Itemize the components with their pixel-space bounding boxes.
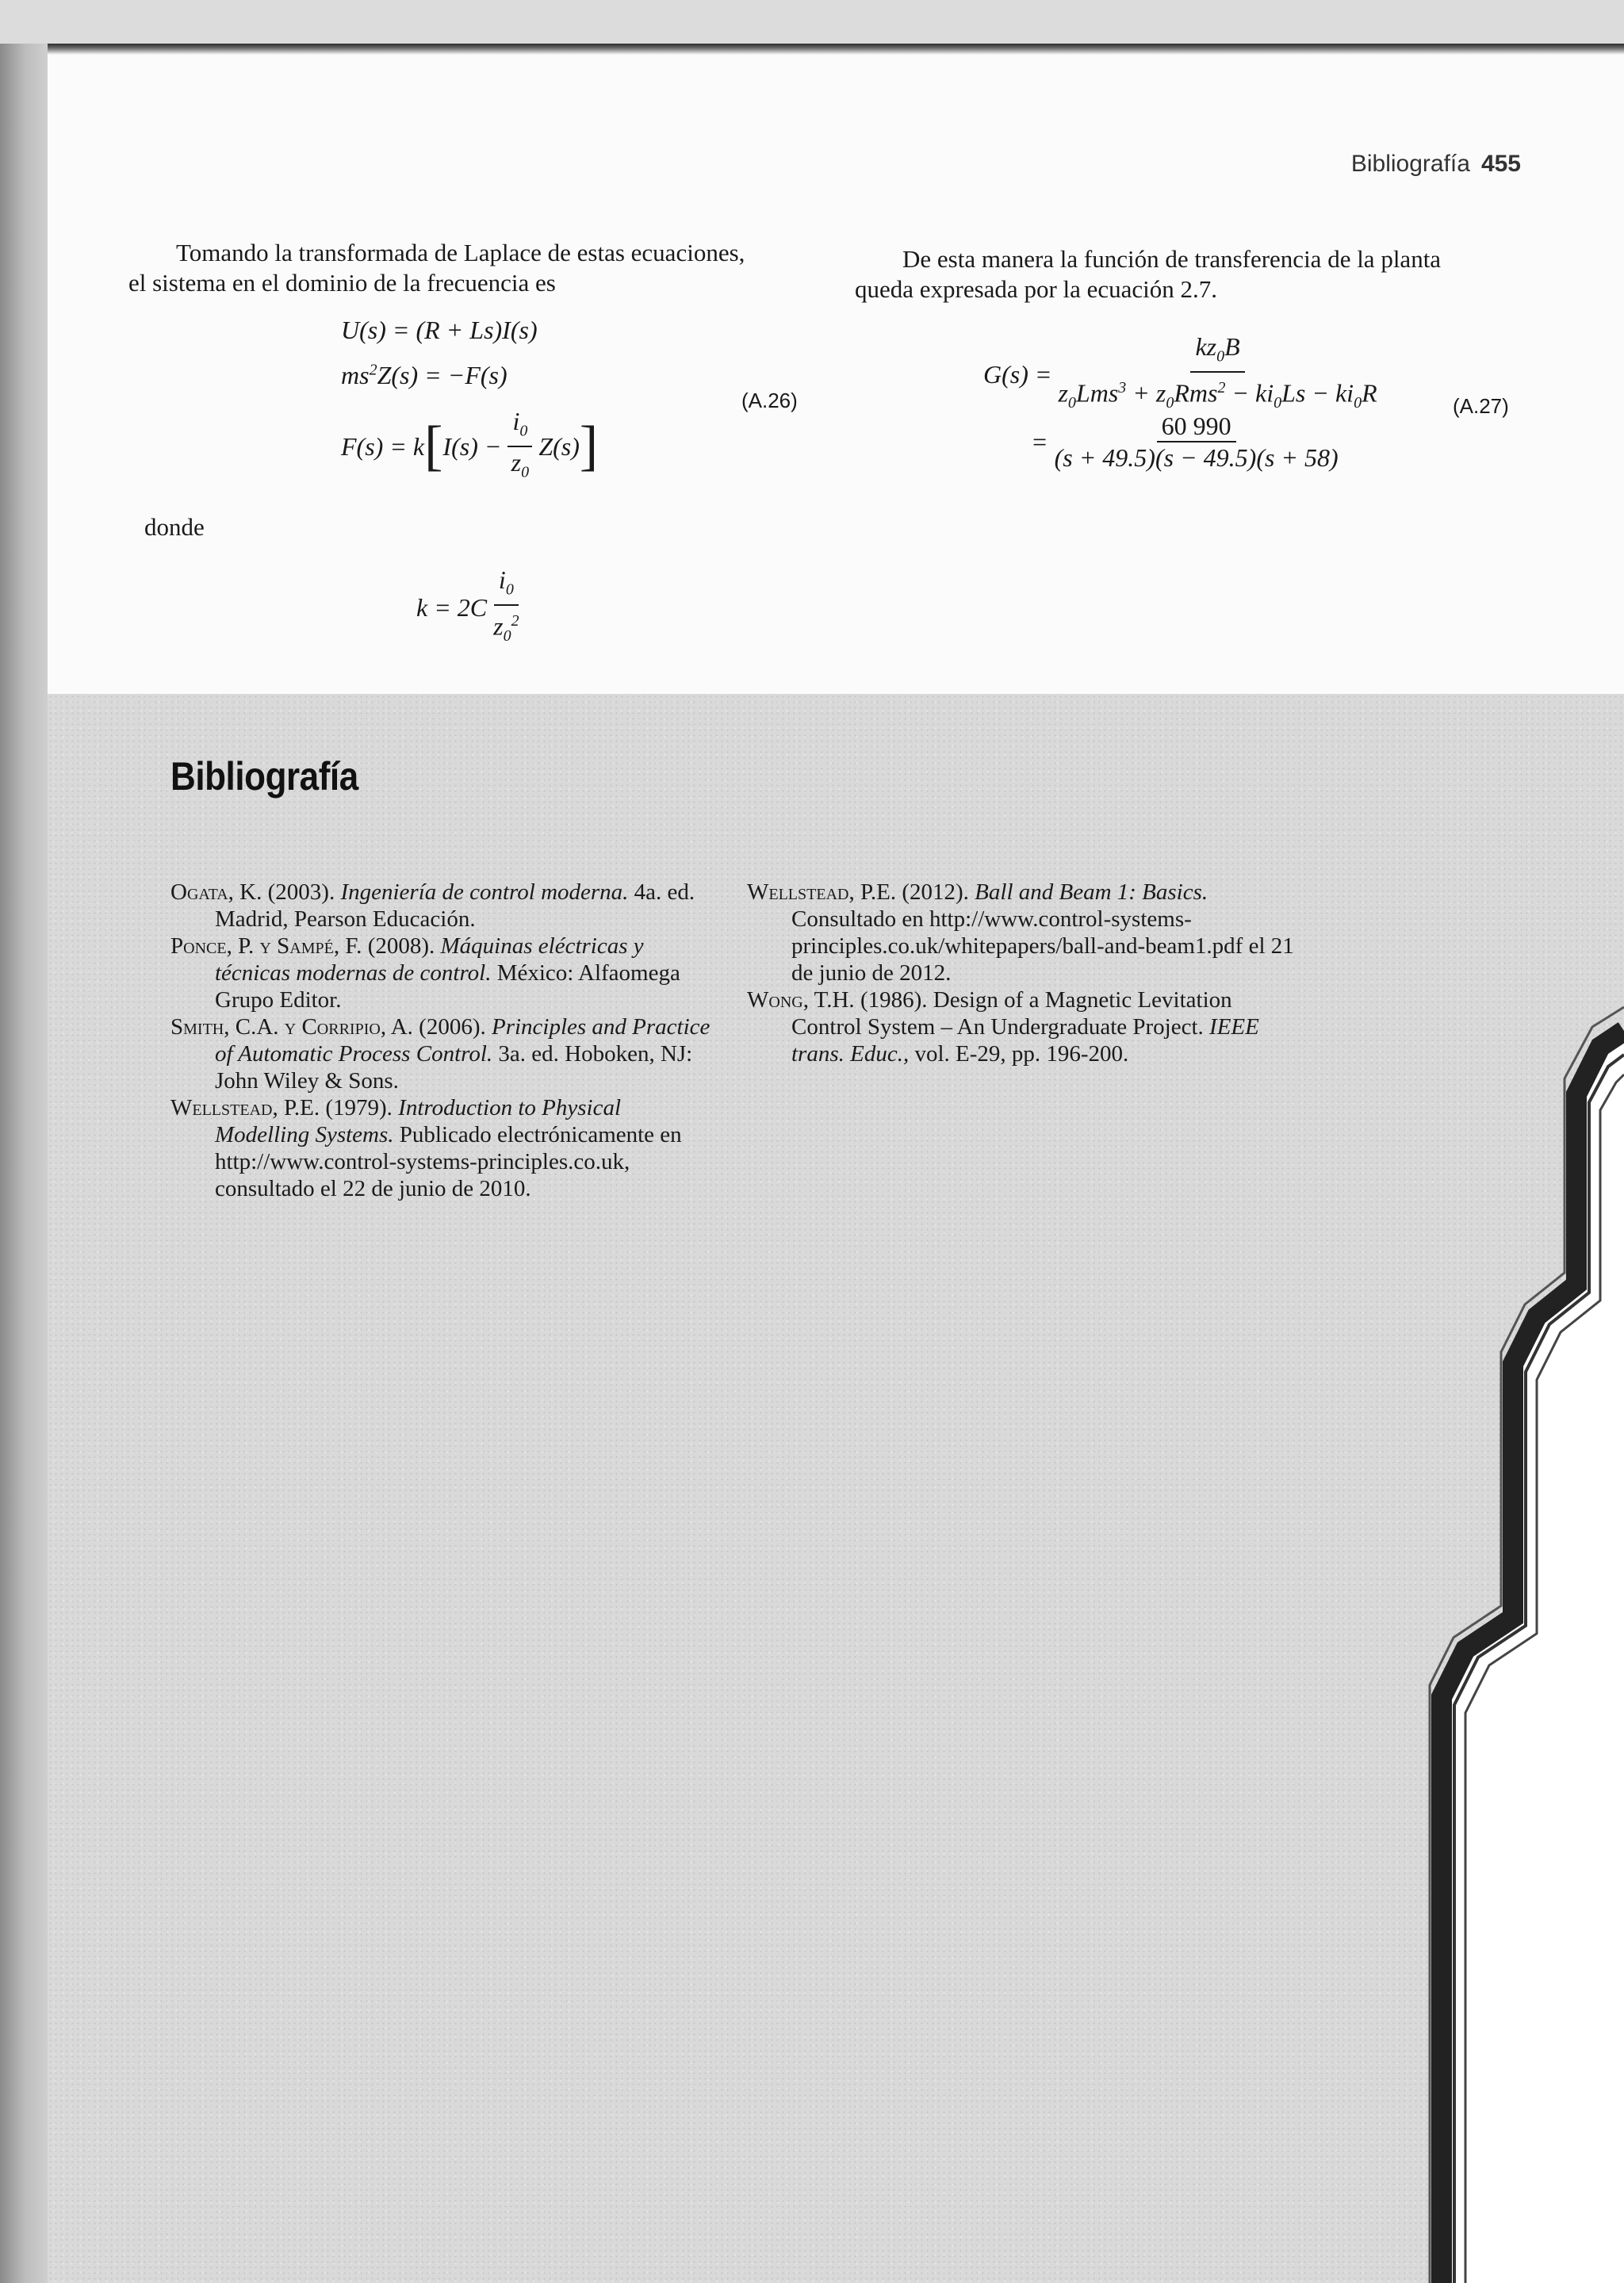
equation-a26-line3: F(s) = k [ I(s) − $\frac{i_0}{z_0}$ Z(s) ] (341, 407, 599, 481)
bib-author: Ponce, P. y Sampé, F. (170, 933, 362, 959)
bib-details: México: Alfaomega Grupo Editor. (215, 960, 680, 1013)
bibliography-left-column (170, 879, 718, 1202)
equation-a26-label: (A.26) (741, 389, 798, 412)
bib-details: vol. E-29, pp. 196-200. (914, 1041, 1129, 1067)
bib-author: Ogata, K. (170, 879, 262, 905)
bib-entry (170, 1013, 718, 1094)
bib-details: Consultado en http://www.control-systems-principles.co.uk/whitepapers/ball-and-beam1.pdf el 21 de junio de 2012. (791, 906, 1294, 986)
bib-author: Wong, T.H. (747, 987, 855, 1013)
bib-year: (2008). (367, 933, 435, 959)
bib-entry (170, 879, 718, 933)
equation-k: k = 2C $\frac{i_0}{z_0^2}$ (416, 565, 519, 645)
upper-white-area (48, 44, 1624, 694)
donde-text: donde (144, 513, 205, 541)
decorative-spine-stripes (1339, 999, 1624, 2283)
right-intro-paragraph (855, 244, 1553, 305)
bib-details: Publicado electrónicamente en http://www.control-systems-principles.co.uk, consultado el 22 de junio de 2010. (215, 1122, 682, 1201)
bib-entry (170, 933, 718, 1013)
bib-title: Introduction to Physical Modelling Systems. (215, 1095, 621, 1147)
page-top-edge (48, 44, 1624, 55)
header-section: Bibliografía (1350, 151, 1470, 177)
bib-title: Máquinas eléctricas y técnicas modernas de control. (215, 933, 644, 986)
bib-entry (170, 1094, 718, 1202)
right-intro-line2: queda expresada por la ecuación 2.7. (855, 275, 1218, 303)
equation-a27-line2: = $\frac{60 990}{(s + 49.5)(s - 49.5)(s + 58)}$ (1031, 412, 1339, 472)
bib-title: IEEE trans. Educ., (791, 1014, 1259, 1067)
left-intro-line1: Tomando la transformada de Laplace de estas ecuaciones, (176, 239, 745, 266)
equation-a27-label: (A.27) (1453, 394, 1509, 418)
bib-details: 3a. ed. Hoboken, NJ: John Wiley & Sons. (215, 1041, 693, 1094)
a27-numerator: 60 990 (1157, 411, 1236, 442)
bib-title: Ingeniería de control moderna. (340, 879, 629, 905)
page-number: 455 (1480, 151, 1521, 177)
bib-author: Wellstead, P.E. (747, 879, 897, 905)
bib-year: (2012). (902, 879, 969, 905)
bib-author: Smith, C.A. y Corripio, A. (170, 1014, 413, 1040)
bib-title: Principles and Practice of Automatic Process Control. (215, 1014, 710, 1067)
bibliography-right-column (747, 879, 1302, 1067)
bib-author: Wellstead, P.E. (170, 1095, 320, 1120)
equation-a26-line2: $ms^2Z(s) = -F(s)$ (341, 361, 508, 389)
bib-year: (1979). (325, 1095, 393, 1120)
right-intro-line1: De esta manera la función de transferencia de la planta (902, 245, 1442, 273)
bib-entry (747, 986, 1302, 1067)
bib-title: Ball and Beam 1: Basics. (975, 879, 1208, 905)
left-intro-paragraph (128, 238, 810, 298)
bib-title-plain: Design of a Magnetic Levitation Control System – An Undergraduate Project. (791, 987, 1232, 1040)
bib-year: (2003). (267, 879, 335, 905)
equation-a26-line1: U(s) = (R + Ls)I(s) (341, 316, 538, 344)
bib-details: 4a. ed. Madrid, Pearson Educación. (215, 879, 695, 932)
bib-entry (747, 879, 1302, 986)
running-header (1351, 151, 1521, 178)
bib-year: (2006). (419, 1014, 486, 1040)
equation-a27-line1: G(s) = $\frac{kz_0B}{z_0Lms^3 + z_0Rms^2 - ki_0Ls - ki_0R}$ (983, 332, 1377, 412)
left-intro-line2: el sistema en el dominio de la frecuencia es (128, 269, 556, 297)
bibliography-title: Bibliografía (170, 754, 358, 799)
bib-year: (1986). (860, 987, 928, 1013)
